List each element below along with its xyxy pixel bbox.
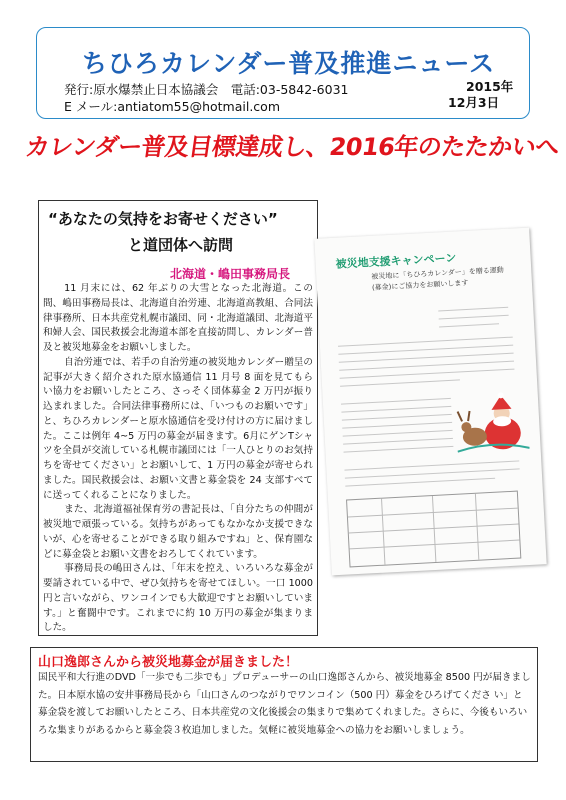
- article-title-line2: と道団体へ訪問: [128, 236, 234, 254]
- article-title-line1: “あなたの気持をお寄せください”: [48, 210, 278, 228]
- flyer-text-line: [342, 422, 452, 429]
- flyer-donation-table: [346, 491, 521, 568]
- main-headline: カレンダー普及目標達成し、2016年のたたかいへ: [23, 133, 561, 161]
- issue-year: 2015年: [466, 79, 514, 94]
- newsletter-title: ちひろカレンダー普及推進ニュース: [82, 49, 496, 78]
- flyer-text-line: [345, 478, 495, 487]
- article-body: [43, 282, 313, 636]
- article-paragraph: 11 月末には、62 年ぶりの大雪となった北海道。この間、嶋田事務局長は、北海道自治労連、北海道高教組、合同法律事務所、日本共産党札幌市議団、同・北海道議団、北海道平和婦人会、国民救援会北海道本部を直接訪問し、カレンダー普及と被災地募金をお願いしました。: [43, 283, 313, 353]
- flyer-text-line: [343, 430, 453, 437]
- bottom-article-text: 国民平和大行進のDVD「一歩でも二歩でも」プロデューサーの山口逸郎さんから、被災地募金 8500 円が届きました。日本原水協の安井事務局長から「山口さんのつながりでワンコイン（500 円）募金をひろげてくださ い」と募金袋を渡してお願いしたところ、日本共産党の文化後援会の集まりで集めてくれました。さらに、今後もいろいろな集まりがあるからと募金袋３枚追加しました。気軽に被災地募金への協力をお願いしましょう。: [38, 672, 531, 736]
- flyer-text-line: [340, 369, 515, 379]
- flyer-text-line: [344, 446, 454, 453]
- email-line: E メール:antiatom55@hotmail.com: [64, 99, 281, 114]
- publisher-line: 発行:原水爆禁止日本協議会 電話:03-5842-6031: [64, 82, 349, 97]
- issue-date: 12月3日: [448, 95, 500, 110]
- bottom-article-body: [38, 669, 532, 739]
- flyer-text-line: [343, 438, 453, 445]
- flyer-title: 被災地支援キャンペーン: [335, 251, 457, 271]
- article-paragraph: 事務局長の嶋田さんは、「年末を控え、いろいろな募金が要請されている中で、ぜひ気持ちを寄せてほしい。一口 1000 円と言いながら、ワンコインでも大歓迎ですとお願いしています。」と奮闘中です。これまでに約 10 万円の募金が集まりました。: [43, 563, 313, 634]
- flyer-text-line: [438, 307, 508, 312]
- flyer-text-line: [439, 323, 499, 327]
- article-paragraph: 自治労連では、若手の自治労連の被災地カレンダー贈呈の記事が大きく紹介された原水協通信 11 月号 8 面を見てもらい協力をお願いしたところ、さっそく団体募金 2 万円が振り込まれました。合同法律事務所には、「いつものお願いです」と、ちひろカレンダーと原水協通信を受け付けの方に届けました。ここは例年 4~5 万円の募金が届きます。6月にゲンTシャツを全員が交流している札幌市議団には「一人ひとりのお気持ちを寄せてください」とお願いして、1 万円の募金が寄せられました。国民救援会は、お願い文書と募金袋を 24 支部すべてに送ってくれることになりました。: [43, 356, 313, 501]
- flyer-text-line: [340, 379, 460, 386]
- flyer-text-line: [342, 414, 452, 421]
- bottom-article-title: 山口逸郎さんから被災地募金が届きました！: [38, 655, 299, 670]
- santa-illustration: [455, 388, 530, 458]
- flyer-text-line: [341, 398, 451, 405]
- campaign-flyer-photo: [314, 228, 546, 576]
- article-byline: 北海道・嶋田事務局長: [170, 267, 291, 281]
- flyer-text-line: [439, 315, 509, 320]
- flyer-subtitle: (募金)にご協力をお願いします: [371, 278, 469, 292]
- flyer-subtitle: 被災地に「ちひろカレンダー」を贈る運動: [371, 265, 504, 281]
- article-paragraph: また、北海道福祉保育労の書記長は、「自分たちの仲間が被災地で頑張っている。気持ちがあってもなかなか支援できないが、心を寄せることができる取り組みですね」と、保育園などに募金袋とお願い文書をおろしてくれています。: [43, 504, 313, 560]
- flyer-text-line: [341, 406, 451, 413]
